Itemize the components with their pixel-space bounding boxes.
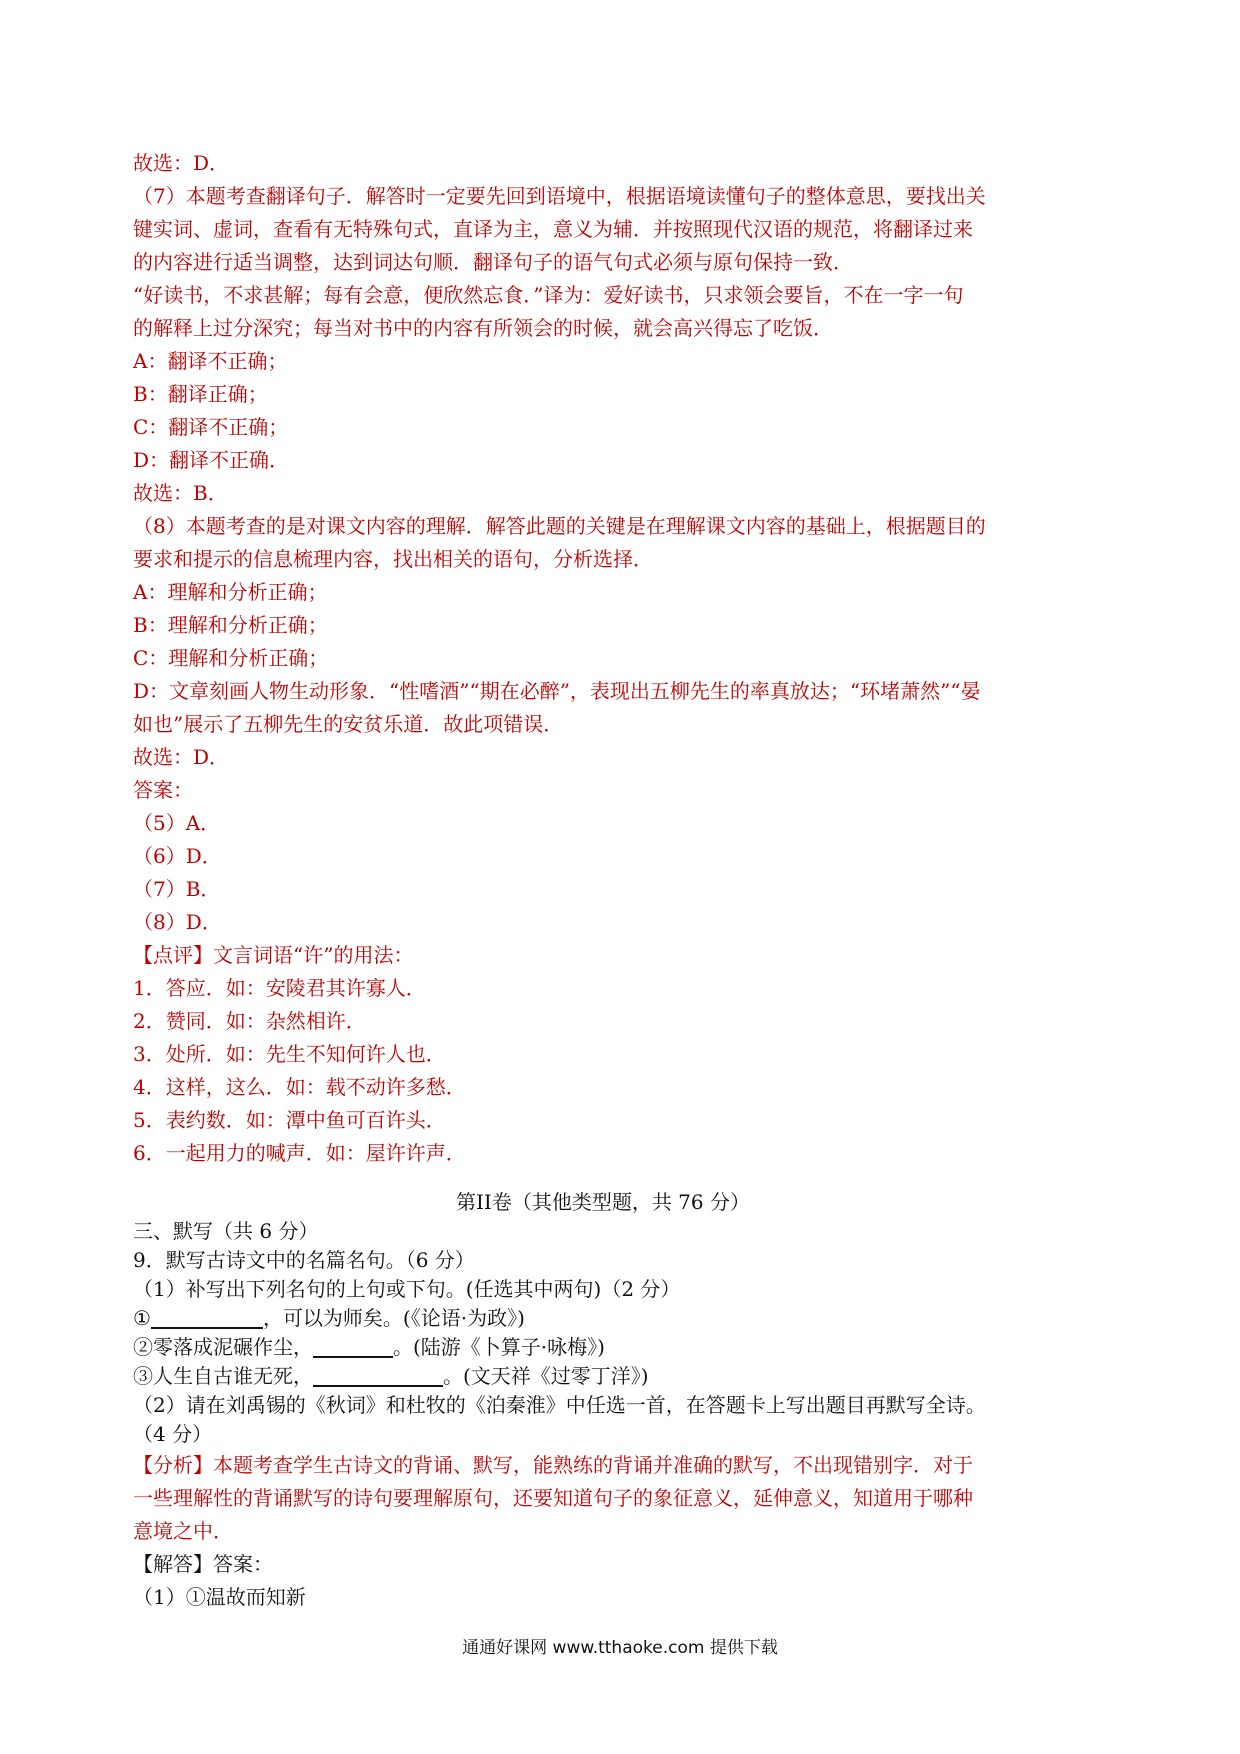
- list-item: 1．答应．如：安陵君其许寡人．: [133, 976, 426, 1000]
- list-item: 5．表约数．如：潭中鱼可百许头．: [133, 1108, 446, 1132]
- text-line: 故选：B．: [133, 481, 228, 505]
- item-prefix: ①: [133, 1306, 151, 1330]
- text-line: C：理解和分析正确；: [133, 646, 329, 670]
- text-line: 的内容进行适当调整，达到词达句顺．翻译句子的语气句式必须与原句保持一致．: [133, 250, 853, 274]
- section-title: 三、默写（共 6 分）: [133, 1219, 319, 1243]
- item-suffix: 。(文天祥《过零丁洋》): [443, 1364, 649, 1388]
- answer-heading: 答案：: [133, 778, 193, 802]
- text-line: A：翻译不正确；: [133, 349, 288, 373]
- question-9-part-1: （1）补写出下列名句的上句或下句。(任选其中两句)（2 分）: [133, 1277, 681, 1301]
- text-line: 故选：D．: [133, 151, 230, 175]
- analysis-block: [133, 1449, 1073, 1614]
- text-line: “好读书，不求甚解；每有会意，便欣然忘食．”译为：爱好读书，只求领会要旨，不在一字一句: [133, 283, 964, 307]
- list-item: 6．一起用力的喊声．如：屋许许声．: [133, 1141, 466, 1165]
- text-line: D：文章刻画人物生动形象．“性嗜酒”“期在必醉”，表现出五柳先生的率真放达；“环堵萧然”“晏: [133, 679, 981, 703]
- page-content: [133, 147, 1073, 1614]
- text-line: 如也”展示了五柳先生的安贫乐道．故此项错误．: [133, 712, 564, 736]
- text-line: 的解释上过分深究；每当对书中的内容有所领会的时候，就会高兴得忘了吃饭．: [133, 316, 833, 340]
- text-line: D：翻译不正确．: [133, 448, 290, 472]
- exam-section: [133, 1188, 1073, 1449]
- answer-item: （5）A．: [133, 811, 221, 835]
- analysis-line: 【分析】本题考查学生古诗文的背诵、默写，能熟练的背诵并准确的默写，不出现错别字．对于: [133, 1453, 973, 1477]
- text-line: 要求和提示的信息梳理内容，找出相关的语句，分析选择．: [133, 547, 653, 571]
- list-item: 2．赞同．如：杂然相许．: [133, 1009, 366, 1033]
- item-prefix: ②零落成泥碾作尘，: [133, 1335, 313, 1359]
- fill-item-1: [133, 1304, 1073, 1333]
- answer-blank: [313, 1365, 443, 1387]
- list-item: 3．处所．如：先生不知何许人也．: [133, 1042, 446, 1066]
- item-suffix: 。(陆游《卜算子·咏梅》): [393, 1335, 605, 1359]
- item-prefix: ③人生自古谁无死，: [133, 1364, 313, 1388]
- text-line: （8）本题考查的是对课文内容的理解．解答此题的关键是在理解课文内容的基础上，根据题目的: [133, 514, 986, 538]
- comment-heading: 【点评】文言词语“许”的用法：: [133, 943, 414, 967]
- text-line: C：翻译不正确；: [133, 415, 289, 439]
- analysis-line: 一些理解性的背诵默写的诗句要理解原句，还要知道句子的象征意义，延伸意义，知道用于哪种: [133, 1486, 973, 1510]
- text-line: A：理解和分析正确；: [133, 580, 328, 604]
- text-line: （7）本题考查翻译句子．解答时一定要先回到语境中，根据语境读懂句子的整体意思，要找出关: [133, 184, 986, 208]
- text-line: 故选：D．: [133, 745, 230, 769]
- text-line: B：理解和分析正确；: [133, 613, 328, 637]
- list-item: 4．这样，这么．如：载不动许多愁．: [133, 1075, 466, 1099]
- answer-block-7-8: [133, 147, 1073, 1170]
- page-footer: 通通好课网 www.tthaoke.com 提供下载: [462, 1638, 778, 1658]
- section-heading: 第II卷（其他类型题，共 76 分）: [456, 1190, 750, 1214]
- question-9-part-2: （2）请在刘禹锡的《秋词》和杜牧的《泊秦淮》中任选一首，在答题卡上写出题目再默写全诗。: [133, 1393, 986, 1417]
- text-line: B：翻译正确；: [133, 382, 268, 406]
- answer-item: （7）B．: [133, 877, 221, 901]
- analysis-line: 意境之中．: [133, 1519, 233, 1543]
- text-line: 键实词、虚词，查看有无特殊句式，直译为主，意义为辅．并按照现代汉语的规范，将翻译过来: [133, 217, 973, 241]
- answer-blank: [313, 1336, 393, 1358]
- answer-item: （8）D．: [133, 910, 222, 934]
- question-9: 9．默写古诗文中的名篇名句。（6 分）: [133, 1248, 475, 1272]
- answer-blank: [151, 1307, 263, 1329]
- solution-line: （1）①温故而知新: [133, 1585, 306, 1609]
- fill-item-2: [133, 1333, 1073, 1362]
- answer-item: （6）D．: [133, 844, 222, 868]
- solution-heading: 【解答】答案：: [133, 1552, 273, 1576]
- item-suffix: ，可以为师矣。(《论语·为政》): [262, 1306, 525, 1330]
- question-9-part-2-score: （4 分）: [133, 1422, 213, 1446]
- fill-item-3: [133, 1362, 1073, 1391]
